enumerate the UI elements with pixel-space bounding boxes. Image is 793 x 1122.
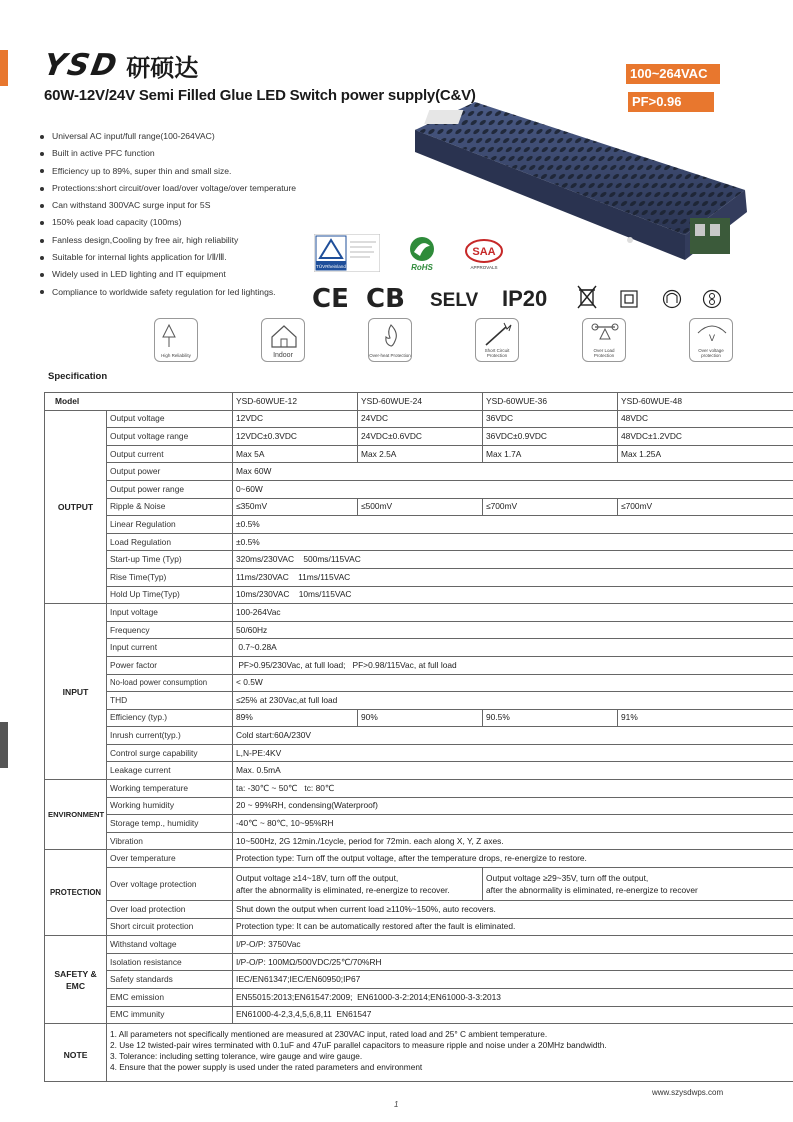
- param-label: Input voltage: [107, 604, 233, 622]
- value-cell: 0.7~0.28A: [233, 639, 793, 657]
- value-cell: 90%: [358, 709, 483, 727]
- group-output: OUTPUT: [45, 410, 107, 604]
- value-cell: ±0.5%: [233, 533, 793, 551]
- table-row: [45, 936, 793, 954]
- note-text: 1. All parameters not specifically mentioned are measured at 230VAC input, rated load and 25° C ambient temperature. 2. Use 12 twisted-pair wires terminated with 0.1uF and 47uF parallel capacitors to measure ripple and noise under a 20MHz bandwidth. 3. Tolerance: including setting tolerance, wire gauge and wire gauge. 4. Ensure that the power supply is used under the rated parameters and environment: [107, 1024, 793, 1082]
- feature-item: Universal AC input/full range(100-264VAC): [40, 128, 296, 145]
- over-voltage-icon: V Over voltage protection: [689, 318, 733, 362]
- value-cell: Protection type: Turn off the output voltage, after the temperature drops, re-energize to restore.: [233, 850, 793, 868]
- table-row: [45, 410, 793, 428]
- model-header: Model: [45, 393, 233, 411]
- param-label: No-load power consumption: [107, 674, 233, 692]
- cb-mark: CB: [366, 284, 405, 314]
- table-row: [45, 498, 793, 516]
- table-row: [45, 621, 793, 639]
- table-row: [45, 971, 793, 989]
- param-label: Load Regulation: [107, 533, 233, 551]
- svg-text:TÜVRheinland: TÜVRheinland: [316, 264, 346, 269]
- param-label: THD: [107, 692, 233, 710]
- feature-item: 150% peak load capacity (100ms): [40, 214, 296, 231]
- param-label: Control surge capability: [107, 744, 233, 762]
- compliance-marks: [312, 284, 732, 314]
- value-cell: Max 5A: [233, 445, 358, 463]
- value-cell: Max 2.5A: [358, 445, 483, 463]
- rohs-logo: [404, 234, 440, 272]
- tuv-logo: [314, 234, 380, 272]
- value-cell: 89%: [233, 709, 358, 727]
- param-label: Output voltage: [107, 410, 233, 428]
- param-label: Ripple & Noise: [107, 498, 233, 516]
- page-title: 60W-12V/24V Semi Filled Glue LED Switch power supply(C&V): [44, 87, 476, 104]
- value-cell: ≤700mV: [618, 498, 793, 516]
- table-row: [45, 551, 793, 569]
- param-label: Working humidity: [107, 797, 233, 815]
- feature-item: Built in active PFC function: [40, 145, 296, 162]
- transformer-symbol-icon: [702, 289, 722, 309]
- param-label: Withstand voltage: [107, 936, 233, 954]
- param-label: Efficiency (typ.): [107, 709, 233, 727]
- table-row: [45, 1006, 793, 1024]
- edge-tab-orange: [0, 50, 8, 86]
- value-cell: EN61000-4-2,3,4,5,6,8,11 EN61547: [233, 1006, 793, 1024]
- feature-item: Protections:short circuit/over load/over voltage/over temperature: [40, 180, 296, 197]
- table-row: [45, 709, 793, 727]
- logo-name-cn: 研硕达: [126, 54, 199, 82]
- feature-item: Fanless design,Cooling by free air, high reliability: [40, 232, 296, 249]
- value-cell: 48VDC±1.2VDC: [618, 428, 793, 446]
- value-cell: 24VDC±0.6VDC: [358, 428, 483, 446]
- short-circuit-icon: Short Circuit Protection: [475, 318, 519, 362]
- value-cell: 36VDC: [483, 410, 618, 428]
- lamp-symbol-icon: [662, 289, 682, 309]
- table-row: [45, 604, 793, 622]
- table-row: [45, 568, 793, 586]
- note-row: [45, 1024, 793, 1082]
- param-label: Output voltage range: [107, 428, 233, 446]
- group-protection: PROTECTION: [45, 850, 107, 936]
- table-row: [45, 674, 793, 692]
- feature-item: Compliance to worldwide safety regulation for led lightings.: [40, 284, 296, 301]
- value-cell: 48VDC: [618, 410, 793, 428]
- high-reliability-icon: High Reliability: [154, 318, 198, 362]
- param-label: Safety standards: [107, 971, 233, 989]
- value-cell: -40℃ ~ 80℃, 10~95%RH: [233, 815, 793, 833]
- brand-logo: [40, 48, 199, 83]
- feature-icons-row: [150, 318, 750, 364]
- value-cell: 20 ~ 99%RH, condensing(Waterproof): [233, 797, 793, 815]
- model-cell: YSD-60WUE-12: [233, 393, 358, 411]
- model-cell: YSD-60WUE-24: [358, 393, 483, 411]
- param-label: Leakage current: [107, 762, 233, 780]
- value-cell: Max 1.7A: [483, 445, 618, 463]
- table-row: [45, 639, 793, 657]
- table-row: [45, 533, 793, 551]
- value-cell: ≤350mV: [233, 498, 358, 516]
- table-row: [45, 692, 793, 710]
- value-cell: PF>0.95/230Vac, at full load; PF>0.98/115Vac, at full load: [233, 656, 793, 674]
- value-cell: 90.5%: [483, 709, 618, 727]
- value-cell: 12VDC: [233, 410, 358, 428]
- table-row: [45, 445, 793, 463]
- table-row: [45, 953, 793, 971]
- table-row: [45, 656, 793, 674]
- param-label: Isolation resistance: [107, 953, 233, 971]
- param-label: EMC emission: [107, 989, 233, 1007]
- param-label: Over load protection: [107, 901, 233, 919]
- param-label: Power factor: [107, 656, 233, 674]
- table-row: [45, 516, 793, 534]
- param-label: EMC immunity: [107, 1006, 233, 1024]
- ip20-mark: IP20: [502, 286, 548, 311]
- model-cell: YSD-60WUE-36: [483, 393, 618, 411]
- page-number: 1: [394, 1100, 399, 1109]
- value-cell: 50/60Hz: [233, 621, 793, 639]
- value-cell: ±0.5%: [233, 516, 793, 534]
- feature-list: [40, 128, 296, 301]
- table-row: [45, 901, 793, 919]
- value-cell: 11ms/230VAC 11ms/115VAC: [233, 568, 793, 586]
- value-cell: 10~500Hz, 2G 12min./1cycle, period for 72min. each along X, Y, Z axes.: [233, 832, 793, 850]
- param-label: Output power: [107, 463, 233, 481]
- param-label: Hold Up Time(Typ): [107, 586, 233, 604]
- table-row: [45, 780, 793, 798]
- table-row: [45, 744, 793, 762]
- value-cell: ta: -30℃ ~ 50℃ tc: 80℃: [233, 780, 793, 798]
- value-cell: Max. 0.5mA: [233, 762, 793, 780]
- feature-item: Efficiency up to 89%, super thin and small size.: [40, 163, 296, 180]
- table-row: [45, 815, 793, 833]
- group-input: INPUT: [45, 604, 107, 780]
- logo-mark: YSD: [40, 48, 122, 83]
- feature-item: Widely used in LED lighting and IT equipment: [40, 266, 296, 283]
- value-cell: I/P-O/P: 3750Vac: [233, 936, 793, 954]
- model-row: [45, 393, 793, 411]
- value-cell: 91%: [618, 709, 793, 727]
- group-note: NOTE: [45, 1024, 107, 1082]
- group-environment: ENVIRONMENT: [45, 780, 107, 850]
- over-load-icon: Over Load Protection: [582, 318, 626, 362]
- param-label: Output current: [107, 445, 233, 463]
- table-row: [45, 762, 793, 780]
- value-cell: 0~60W: [233, 480, 793, 498]
- selv-mark: SELV: [430, 290, 479, 311]
- value-cell: 100-264Vac: [233, 604, 793, 622]
- value-cell: L,N-PE:4KV: [233, 744, 793, 762]
- svg-text:SAA: SAA: [472, 246, 496, 258]
- value-cell: Shut down the output when current load ≥110%~150%, auto recovers.: [233, 901, 793, 919]
- table-row: [45, 868, 793, 901]
- specification-heading: Specification: [48, 371, 108, 382]
- pf-badge: PF>0.96: [628, 92, 714, 112]
- specification-table: [44, 392, 793, 1082]
- value-cell: Protection type: It can be automatically restored after the fault is eliminated.: [233, 918, 793, 936]
- table-row: [45, 586, 793, 604]
- value-cell: ≤700mV: [483, 498, 618, 516]
- table-row: [45, 850, 793, 868]
- value-cell: EN55015:2013;EN61547:2009; EN61000-3-2:2014;EN61000-3-3:2013: [233, 989, 793, 1007]
- value-cell: ≤25% at 230Vac,at full load: [233, 692, 793, 710]
- svg-text:V: V: [708, 333, 716, 343]
- param-label: Input current: [107, 639, 233, 657]
- svg-text:APPROVALS: APPROVALS: [470, 265, 498, 270]
- saa-logo: [460, 238, 514, 272]
- value-cell: IEC/EN61347;IEC/EN60950;IP67: [233, 971, 793, 989]
- param-label: Linear Regulation: [107, 516, 233, 534]
- class-ii-icon: [620, 290, 638, 308]
- value-cell: Max 1.25A: [618, 445, 793, 463]
- value-cell: 320ms/230VAC 500ms/115VAC: [233, 551, 793, 569]
- table-row: [45, 797, 793, 815]
- value-cell: Output voltage ≥29~35V, turn off the output, after the abnormality is eliminated, re-energize to recover: [483, 868, 793, 901]
- param-label: Rise Time(Typ): [107, 568, 233, 586]
- website-url: www.szysdwps.com: [652, 1088, 724, 1097]
- value-cell: Cold start:60A/230V: [233, 727, 793, 745]
- indoor-icon: Indoor: [261, 318, 305, 362]
- over-heat-icon: Over-heat Protection: [368, 318, 412, 362]
- param-label: Over voltage protection: [107, 868, 233, 901]
- table-row: [45, 727, 793, 745]
- param-label: Vibration: [107, 832, 233, 850]
- value-cell: 10ms/230VAC 10ms/115VAC: [233, 586, 793, 604]
- param-label: Inrush current(typ.): [107, 727, 233, 745]
- value-cell: I/P-O/P: 100MΩ/500VDC/25℃/70%RH: [233, 953, 793, 971]
- group-safety-emc: SAFETY & EMC: [45, 936, 107, 1024]
- value-cell: < 0.5W: [233, 674, 793, 692]
- value-cell: 24VDC: [358, 410, 483, 428]
- table-row: [45, 832, 793, 850]
- value-cell: 36VDC±0.9VDC: [483, 428, 618, 446]
- feature-item: Can withstand 300VAC surge input for 5S: [40, 197, 296, 214]
- voltage-badge: 100~264VAC: [626, 64, 720, 84]
- param-label: Start-up Time (Typ): [107, 551, 233, 569]
- feature-item: Suitable for internal lights application for Ⅰ/Ⅱ/Ⅲ.: [40, 249, 296, 266]
- table-row: [45, 463, 793, 481]
- table-row: [45, 480, 793, 498]
- ce-mark: CE: [312, 284, 349, 314]
- edge-tab-gray: [0, 722, 8, 768]
- table-row: [45, 428, 793, 446]
- param-label: Storage temp., humidity: [107, 815, 233, 833]
- param-label: Working temperature: [107, 780, 233, 798]
- param-label: Short circuit protection: [107, 918, 233, 936]
- param-label: Over temperature: [107, 850, 233, 868]
- table-row: [45, 989, 793, 1007]
- value-cell: Max 60W: [233, 463, 793, 481]
- certifications-row: [310, 234, 530, 274]
- param-label: Output power range: [107, 480, 233, 498]
- param-label: Frequency: [107, 621, 233, 639]
- model-cell: YSD-60WUE-48: [618, 393, 793, 411]
- value-cell: Output voltage ≥14~18V, turn off the output, after the abnormality is eliminated, re-energize to recover.: [233, 868, 483, 901]
- value-cell: ≤500mV: [358, 498, 483, 516]
- svg-text:RoHS: RoHS: [411, 263, 433, 272]
- weee-bin-icon: [576, 284, 598, 310]
- value-cell: 12VDC±0.3VDC: [233, 428, 358, 446]
- table-row: [45, 918, 793, 936]
